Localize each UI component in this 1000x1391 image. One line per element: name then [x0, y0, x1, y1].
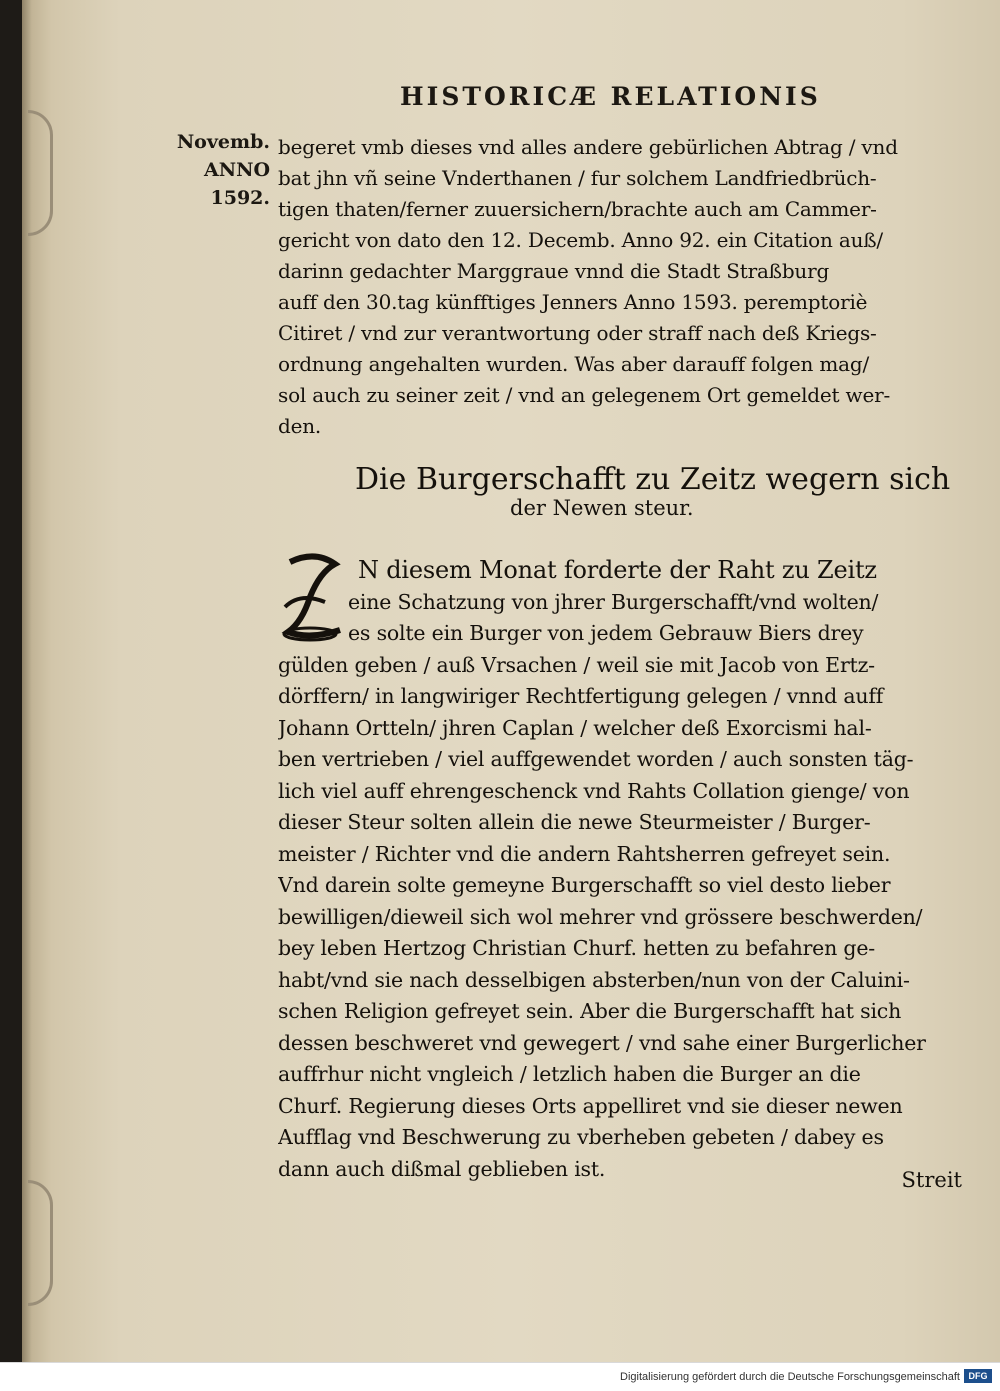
text-line: Aufflag vnd Beschwerung zu vberheben gebeten / dabey es: [278, 1125, 884, 1149]
section-subheading: der Newen steur.: [510, 496, 694, 520]
text-line: N diesem Monat forderte der Raht zu Zeitz: [358, 556, 877, 584]
running-head: HISTORICÆ RELATIONIS: [400, 82, 821, 111]
text-line: darinn gedachter Marggraue vnnd die Stadt Straßburg: [278, 259, 830, 283]
margin-note-anno: ANNO: [203, 159, 270, 181]
catchword: Streit: [901, 1168, 962, 1192]
text-line: bey leben Hertzog Christian Churf. hetten zu befahren ge-: [278, 936, 876, 960]
section-heading: Die Burgerschafft zu Zeitz wegern sich: [355, 462, 951, 497]
funding-credit: Digitalisierung gefördert durch die Deutsche Forschungsgemeinschaft: [620, 1371, 960, 1383]
margin-note: [150, 128, 270, 212]
text-line: dann auch dißmal geblieben ist.: [278, 1156, 606, 1181]
text-line: habt/vnd sie nach desselbigen absterben/nun von der Caluini-: [278, 967, 910, 992]
text-line: Citiret / vnd zur verantwortung oder straff nach deß Kriegs-: [278, 321, 877, 345]
text-line: Johann Ortteln/ jhren Caplan / welcher deß Exorcismi hal-: [278, 715, 872, 740]
text-line: gülden geben / auß Vrsachen / weil sie mit Jacob von Ertz-: [278, 652, 875, 677]
text-line: dörffern/ in langwiriger Rechtfertigung gelegen / vnnd auff: [278, 684, 884, 708]
text-line: eine Schatzung von jhrer Burgerschafft/vnd wolten/: [348, 589, 879, 614]
paragraph-1: [278, 132, 968, 442]
text-line: schen Religion gefreyet sein. Aber die Burgerschafft hat sich: [278, 999, 902, 1023]
text-line: gericht von dato den 12. Decemb. Anno 92. ein Citation auß/: [278, 228, 883, 252]
text-line: dieser Steur solten allein die newe Steurmeister / Burger-: [278, 810, 871, 834]
margin-note-month: Novemb.: [176, 131, 270, 153]
text-line: ben vertrieben / viel auffgewendet worden / auch sonsten täg-: [278, 747, 914, 771]
text-line: auff den 30.tag künfftiges Jenners Anno 1593. peremptoriè: [278, 290, 868, 314]
text-line: bat jhn vñ seine Vnderthanen / fur solchem Landfriedbrüch-: [278, 166, 877, 190]
text-line: begeret vmb dieses vnd alles andere gebürlichen Abtrag / vnd: [278, 135, 898, 159]
text-line: bewilligen/dieweil sich wol mehrer vnd grössere beschwerden/: [278, 904, 923, 929]
text-line: ordnung angehalten wurden. Was aber darauff folgen mag/: [278, 352, 870, 376]
paragraph-2: [278, 555, 968, 1185]
text-line: den.: [278, 414, 322, 438]
text-line: meister / Richter vnd die andern Rahtsherren gefreyet sein.: [278, 841, 891, 866]
margin-note-year: 1592.: [210, 187, 270, 209]
text-line: sol auch zu seiner zeit / vnd an gelegenem Ort gemeldet wer-: [278, 383, 891, 407]
text-line: tigen thaten/ferner zuuersichern/brachte auch am Cammer-: [278, 197, 877, 221]
text-line: lich viel auff ehrengeschenck vnd Rahts Collation gienge/ von: [278, 778, 910, 803]
text-line: es solte ein Burger von jedem Gebrauw Biers drey: [348, 621, 864, 645]
text-line: Churf. Regierung dieses Orts appelliret vnd sie dieser newen: [278, 1093, 903, 1118]
text-line: dessen beschweret vnd gewegert / vnd sahe einer Burgerlicher: [278, 1030, 926, 1055]
text-line: Vnd darein solte gemeyne Burgerschafft so viel desto lieber: [278, 873, 891, 897]
text-line: auffrhur nicht vngleich / letzlich haben die Burger an die: [278, 1062, 861, 1086]
clasp-mark-top: [28, 110, 53, 236]
clasp-mark-bottom: [28, 1180, 53, 1306]
dfg-logo-icon: DFG: [964, 1369, 992, 1383]
